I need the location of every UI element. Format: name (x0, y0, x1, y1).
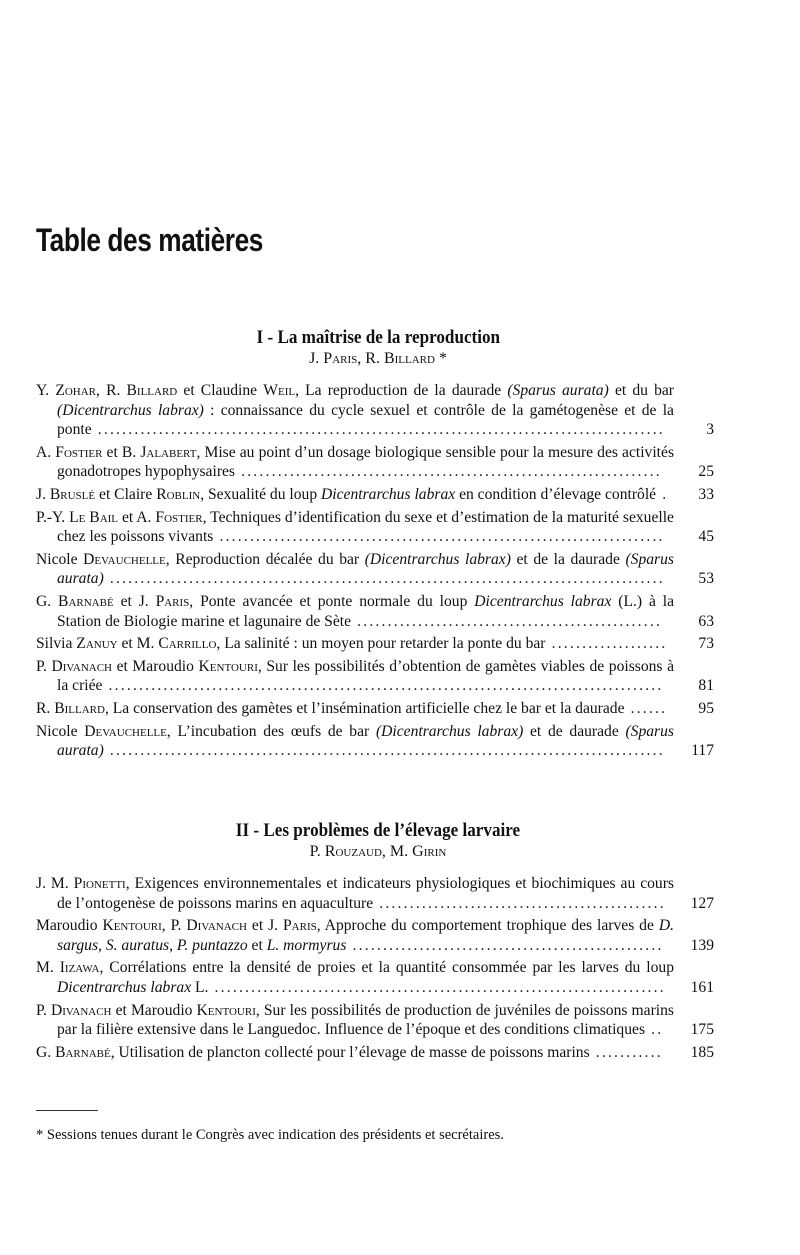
text-run: et B. (102, 443, 141, 461)
author-name: Devauchelle (84, 722, 167, 740)
author-name: Carrillo (158, 635, 217, 653)
text-run: P. (309, 843, 325, 860)
footnote-rule (36, 1110, 98, 1111)
toc-entry[interactable] (36, 722, 720, 761)
section-chairs (36, 349, 720, 368)
species-name: (Sparus aurata) (57, 550, 674, 588)
text-run: , M. (381, 843, 413, 860)
dot-leader: ................... (545, 635, 668, 653)
text-run: , R. (357, 350, 384, 367)
author-name: Kentouri (102, 917, 162, 935)
text-run: , La conservation des gamètes et l’insémination artificielle chez le bar et la daurade (104, 699, 625, 717)
text-run: en condition d’élevage contrôlé (455, 485, 657, 503)
author-name: Divanach (51, 657, 113, 675)
dot-leader: ........................................................................................... (103, 742, 665, 760)
text-run: J. (309, 350, 324, 367)
text-run: et de daurade (523, 722, 626, 740)
text-run: , Exigences environnementales et indicateurs physiologiques et biochimiques au cours de l’ontogenèse de poissons marins en aquaculture (57, 875, 674, 912)
section-reproduction (36, 327, 720, 764)
author-name: Jalabert (140, 443, 197, 461)
text-run: et de la daurade (510, 550, 626, 568)
species-name: (Dicentrarchus labrax) (375, 722, 524, 740)
author-name: Roblin (156, 485, 201, 503)
toc-entry[interactable] (36, 508, 720, 547)
author-name: Paris (282, 917, 317, 935)
text-run: , La reproduction de la daurade (295, 382, 508, 399)
page-number: 81 (698, 677, 714, 695)
text-run: , P. (161, 917, 187, 935)
page-title: Table des matières (36, 222, 263, 258)
author-name: Weil (263, 382, 296, 399)
dot-leader: ......................................................................... (213, 528, 665, 546)
toc-entry[interactable] (36, 443, 720, 482)
section-title: II - Les problèmes de l’élevage larvaire (235, 820, 521, 841)
page-number: 63 (698, 612, 714, 630)
dot-leader: ...... (624, 699, 668, 717)
page-number: 25 (698, 463, 714, 481)
species-name: (Sparus aurata) (57, 722, 674, 760)
text-run: G. (36, 592, 59, 610)
species-name: Dicentrarchus labrax (321, 485, 456, 503)
author-name: Bruslé (49, 485, 96, 503)
footnote: * Sessions tenues durant le Congrès avec indication des présidents et secrétaires. (36, 1127, 504, 1143)
author-name: Kentouri (196, 1001, 256, 1019)
section-title: I - La maîtrise de la reproduction (256, 327, 500, 348)
text-run: et du bar (608, 382, 675, 399)
author-name: Paris (323, 350, 358, 367)
text-run: , Corrélations entre la densité de proies et la quantité consommée par les larves du loup (99, 959, 674, 977)
toc-entry[interactable] (36, 916, 720, 955)
page-number: 117 (691, 742, 714, 760)
dot-leader: ........................................................................................... (103, 570, 665, 588)
toc-entry[interactable] (36, 634, 720, 654)
author-name: Divanach (50, 1001, 112, 1019)
page-number: 3 (706, 421, 714, 439)
author-name: Kentouri (198, 657, 258, 675)
text-run: et J. (246, 917, 283, 935)
text-run: , Sexualité du loup (200, 485, 322, 503)
text-run: , R. (96, 382, 127, 399)
dot-leader: . (656, 485, 669, 503)
text-run: et Maroudio (111, 1001, 197, 1019)
text-run: , Sur les possibilités de production de juvéniles de poissons marins par la filière extensive dans le Languedoc. Influence de l’époque et des conditions climatiques (57, 1001, 674, 1039)
page-number: 95 (698, 699, 714, 717)
author-name: Divanach (186, 917, 247, 935)
author-name: Billard (126, 382, 178, 399)
text-run: G. (36, 1043, 56, 1061)
text-run: et M. (117, 635, 159, 653)
text-run: P. (36, 1001, 51, 1019)
dot-leader: ................................................... (346, 936, 664, 954)
toc-entry[interactable] (36, 1043, 720, 1063)
text-run: : connaissance du cycle sexuel et contrôle de la gamétogenèse et de la ponte (57, 401, 674, 439)
text-run: , Sur les possibilités d’obtention de gamètes viables de poissons à la criée (57, 657, 674, 695)
author-name: Pionetti (73, 875, 126, 892)
author-name: Rouzaud (324, 843, 382, 860)
text-run: J. M. (36, 875, 74, 892)
dot-leader: ..................................................................... (235, 463, 662, 481)
toc-entry[interactable] (36, 550, 720, 589)
section-header (36, 820, 720, 861)
dot-leader: ........................................................................................... (102, 677, 664, 695)
text-run: , Reproduction décalée du bar (165, 550, 365, 568)
text-run: A. (36, 443, 56, 461)
text-run: et A. (118, 508, 156, 526)
text-run: P.-Y. (36, 508, 70, 526)
species-name: (Dicentrarchus labrax) (364, 550, 511, 568)
page-number: 127 (690, 894, 714, 912)
author-name: Billard (383, 350, 435, 367)
text-run: et Claire (95, 485, 157, 503)
dot-leader: ........... (589, 1043, 663, 1061)
entry-list (36, 874, 720, 1062)
toc-entry[interactable] (36, 592, 720, 631)
text-run: * (434, 350, 447, 367)
page-number: 139 (690, 936, 714, 954)
species-name: (Dicentrarchus labrax) (57, 401, 204, 419)
dot-leader: .......................................................................... (208, 978, 666, 996)
species-name: L. mormyrus (266, 936, 347, 954)
text-run: R. (36, 699, 55, 717)
text-run: et Claudine (177, 382, 264, 399)
text-run: Nicole (36, 550, 84, 568)
author-name: Le Bail (69, 508, 119, 526)
page-number: 73 (698, 635, 714, 653)
species-name: (Sparus aurata) (507, 382, 609, 399)
text-run: et J. (113, 592, 156, 610)
text-run: M. (36, 959, 60, 977)
species-name: D. sargus, S. auratus, P. puntazzo (57, 917, 675, 954)
toc-entry[interactable] (36, 874, 720, 913)
species-name: Dicentrarchus labrax (57, 978, 192, 996)
text-run: et Maroudio (112, 657, 199, 675)
page-number: 185 (690, 1043, 714, 1061)
author-name: Zanuy (76, 635, 118, 653)
text-run: Maroudio (36, 917, 103, 935)
text-run: , Techniques d’identification du sexe et d’estimation de la maturité sexuelle chez les poissons vivants (57, 508, 674, 546)
author-name: Fostier (55, 443, 103, 461)
author-name: Zohar (55, 382, 97, 399)
dot-leader: .. (645, 1021, 664, 1039)
toc-entry[interactable] (36, 699, 720, 719)
text-run: et (247, 936, 267, 954)
author-name: Billard (54, 699, 105, 717)
toc-entry[interactable] (36, 381, 720, 440)
entry-list (36, 381, 720, 761)
toc-entry[interactable] (36, 657, 720, 696)
section-larval-rearing (36, 820, 720, 1065)
page-number: 33 (698, 485, 714, 503)
author-name: Fostier (155, 508, 203, 526)
author-name: Paris (155, 592, 190, 610)
text-run: , Utilisation de plancton collecté pour l’élevage de masse de poissons marins (110, 1043, 590, 1061)
text-run: J. (36, 485, 50, 503)
text-run: , Approche du comportement trophique des larves de (316, 917, 659, 935)
author-name: Girin (412, 843, 447, 860)
text-run: , Mise au point d’un dosage biologique sensible pour la mesure des activités gonadotropes hypophysaires (57, 443, 675, 481)
author-name: Iizawa (59, 959, 100, 977)
page-number: 45 (698, 528, 714, 546)
author-name: Devauchelle (83, 550, 166, 568)
species-name: Dicentrarchus labrax (474, 592, 612, 610)
page-number: 53 (698, 570, 714, 588)
text-run: , Ponte avancée et ponte normale du loup (189, 592, 475, 610)
dot-leader: .................................................. (351, 612, 663, 630)
text-run: P. (36, 657, 52, 675)
page-number: 175 (690, 1021, 714, 1039)
toc-entry[interactable] (36, 485, 720, 505)
text-run: Nicole (36, 722, 85, 740)
page-number: 161 (690, 978, 714, 996)
author-name: Barnabé (55, 1043, 111, 1061)
section-header (36, 327, 720, 368)
text-run: , La salinité : un moyen pour retarder la ponte du bar (216, 635, 546, 653)
text-run: (L.) à la Station de Biologie marine et lagunaire de Sète (57, 592, 674, 630)
text-run: Silvia (36, 635, 77, 653)
text-run: Y. (36, 382, 56, 399)
dot-leader: ............................................................................................. (91, 421, 665, 439)
section-chairs (36, 842, 720, 861)
dot-leader: ............................................... (373, 894, 666, 912)
text-run: L. (191, 978, 209, 996)
text-run: , L’incubation des œufs de bar (166, 722, 376, 740)
toc-entry[interactable] (36, 958, 720, 997)
author-name: Barnabé (58, 592, 114, 610)
toc-entry[interactable] (36, 1001, 720, 1040)
